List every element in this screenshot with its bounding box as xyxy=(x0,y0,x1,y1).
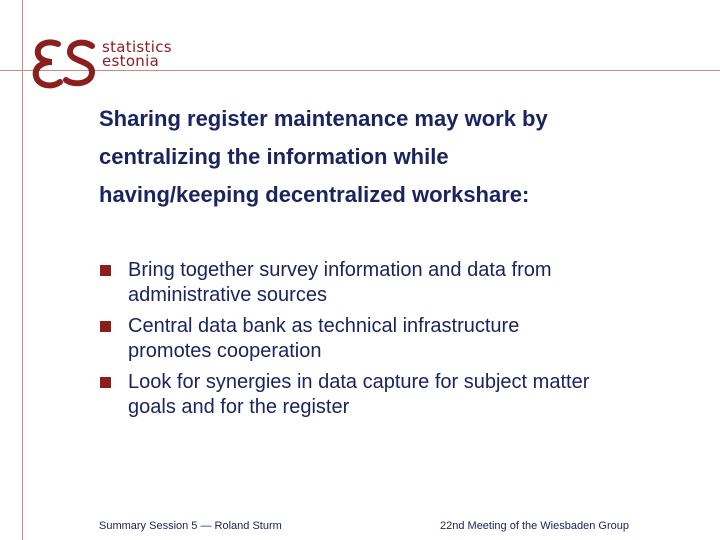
bullet-text-line-2: goals and for the register xyxy=(128,396,350,418)
logo-horizontal-line xyxy=(0,70,720,71)
slide-heading xyxy=(99,100,699,214)
bullet-item xyxy=(100,370,700,420)
heading-line-3: having/keeping decentralized workshare: xyxy=(99,182,530,207)
bullet-item xyxy=(100,258,700,308)
bullet-text-line-1: Central data bank as technical infrastructure xyxy=(128,315,520,337)
logo-vertical-line xyxy=(22,0,23,540)
footer-session-label: Summary Session 5 — Roland Sturm xyxy=(99,520,282,532)
heading-line-2: centralizing the information while xyxy=(99,144,449,169)
footer-meeting-label: 22nd Meeting of the Wiesbaden Group xyxy=(440,520,629,532)
square-bullet-icon xyxy=(100,377,111,388)
bullet-text-line-2: promotes cooperation xyxy=(128,340,322,362)
logo-line-2: estonia xyxy=(102,52,160,70)
heading-line-1: Sharing register maintenance may work by xyxy=(99,106,548,131)
bullet-text-line-2: administrative sources xyxy=(128,284,327,306)
bullet-text-line-1: Look for synergies in data capture for subject matter xyxy=(128,371,590,393)
bullet-text-line-1: Bring together survey information and data from xyxy=(128,259,552,281)
bullet-item xyxy=(100,314,700,364)
square-bullet-icon xyxy=(100,265,111,276)
square-bullet-icon xyxy=(100,321,111,332)
bullet-list xyxy=(100,258,700,426)
statistics-estonia-logo-icon xyxy=(30,34,96,90)
logo-wordmark xyxy=(102,40,172,68)
logo-line-1: statistics xyxy=(102,38,172,56)
